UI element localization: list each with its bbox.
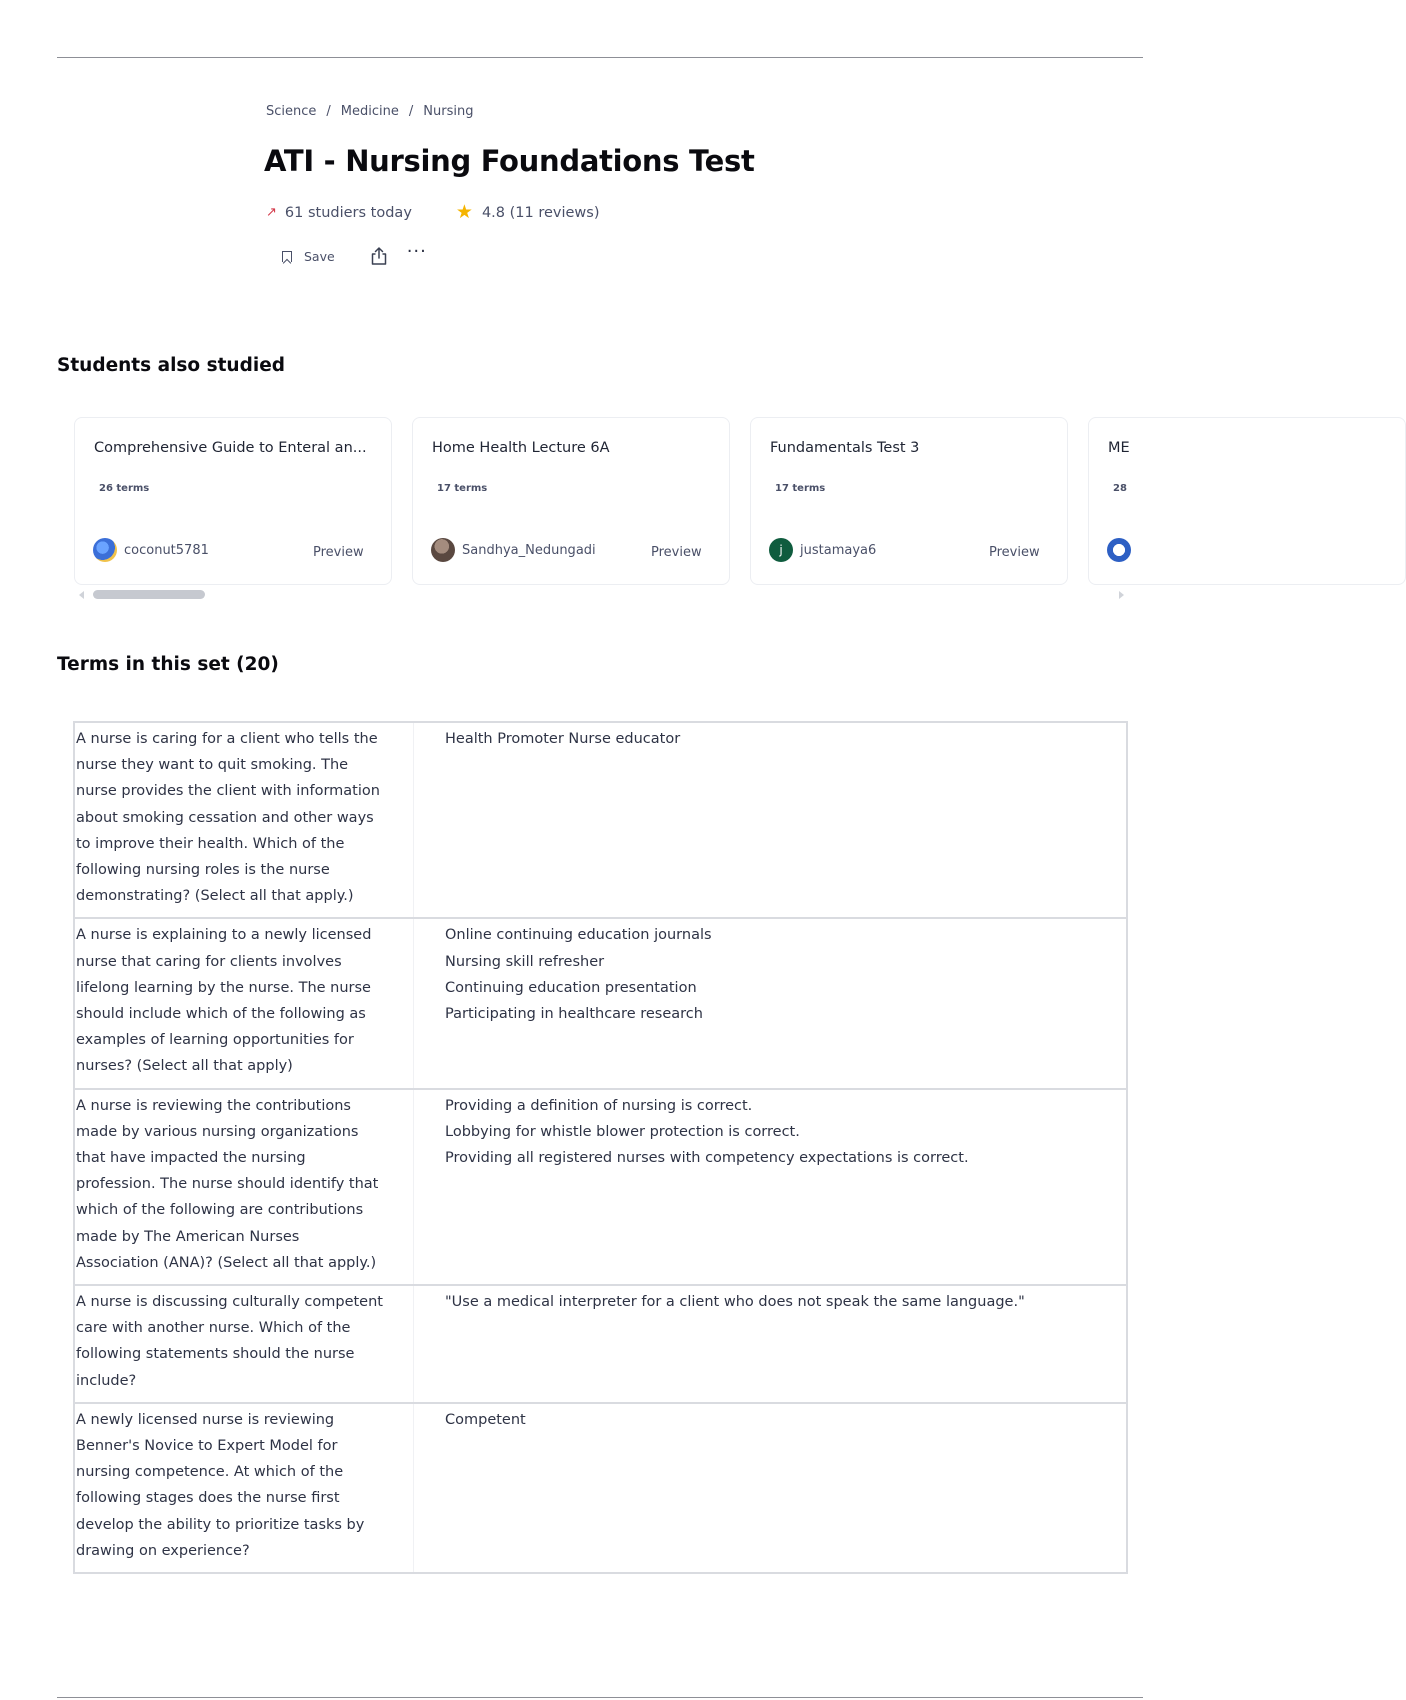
term-line: A newly licensed nurse is reviewing	[76, 1411, 335, 1428]
definition-line: Online continuing education journals	[445, 927, 712, 944]
term-line: Benner's Novice to Expert Model for	[76, 1438, 338, 1455]
term-line: which of the following are contributions	[76, 1202, 364, 1219]
breadcrumb-medicine[interactable]: Medicine	[340, 104, 399, 119]
preview-button[interactable]: Preview	[989, 545, 1040, 560]
card-title: ME	[1108, 440, 1130, 456]
term-text	[74, 1403, 414, 1573]
definition-text	[414, 1403, 1128, 1573]
term-line: following statements should the nurse	[76, 1346, 355, 1363]
also-studied-heading: Students also studied	[57, 355, 285, 376]
term-row	[74, 918, 1127, 1088]
breadcrumb-science[interactable]: Science	[266, 104, 317, 119]
term-line: A nurse is discussing culturally competent	[76, 1294, 383, 1311]
term-line: should include which of the following as	[76, 1006, 366, 1023]
avatar	[93, 538, 117, 562]
term-line: nurse provides the client with information	[76, 783, 380, 800]
scrollbar-thumb[interactable]	[93, 590, 205, 599]
share-icon	[369, 246, 389, 266]
save-label: Save	[304, 248, 335, 264]
term-line: that have impacted the nursing	[76, 1150, 306, 1167]
definition-text	[414, 1089, 1128, 1285]
term-line: Association (ANA)? (Select all that apply.)	[76, 1254, 377, 1271]
set-actions	[282, 241, 427, 266]
term-text	[74, 918, 414, 1088]
bottom-divider	[57, 1697, 1143, 1698]
term-line: about smoking cessation and other ways	[76, 809, 374, 826]
set-stats	[266, 203, 600, 222]
studiers-count: 61 studiers today	[284, 204, 412, 221]
breadcrumb-nursing[interactable]: Nursing	[423, 104, 474, 119]
term-line: A nurse is explaining to a newly licensed	[76, 927, 372, 944]
term-line: made by various nursing organizations	[76, 1123, 359, 1140]
term-line: examples of learning opportunities for	[76, 1032, 354, 1049]
term-text	[74, 722, 414, 918]
definition-line: Providing a definition of nursing is correct.	[445, 1097, 753, 1114]
term-line: made by The American Nurses	[76, 1228, 300, 1245]
card-author[interactable]: coconut5781	[124, 543, 209, 558]
avatar	[1107, 538, 1131, 562]
term-row	[74, 722, 1127, 918]
term-row	[74, 1089, 1127, 1285]
term-row	[74, 1403, 1127, 1573]
star-icon: ★	[455, 201, 473, 223]
card-term-count: 28	[1113, 483, 1127, 494]
bookmark-icon	[282, 251, 292, 262]
study-set-card[interactable]	[74, 417, 392, 585]
term-line: nurse they want to quit smoking. The	[76, 757, 349, 774]
carousel-scrollbar[interactable]	[79, 590, 1124, 599]
card-title: Home Health Lecture 6A	[432, 440, 610, 456]
term-line: nursing competence. At which of the	[76, 1464, 344, 1481]
term-line: nurse that caring for clients involves	[76, 953, 342, 970]
study-set-card[interactable]	[412, 417, 730, 585]
term-line: profession. The nurse should identify that	[76, 1176, 379, 1193]
term-line: include?	[76, 1372, 137, 1389]
term-line: develop the ability to prioritize tasks by	[76, 1516, 365, 1533]
rating[interactable]: 4.8 (11 reviews)	[481, 204, 600, 221]
definition-line: Nursing skill refresher	[445, 953, 605, 970]
term-line: A nurse is reviewing the contributions	[76, 1097, 351, 1114]
page-title: ATI - Nursing Foundations Test	[264, 144, 755, 178]
study-set-card[interactable]	[1088, 417, 1406, 585]
study-set-card[interactable]	[750, 417, 1068, 585]
more-options-icon: ···	[406, 241, 427, 262]
save-button[interactable]	[282, 249, 335, 264]
card-term-count: 26 terms	[99, 483, 150, 494]
breadcrumb	[266, 104, 473, 119]
definition-line: Continuing education presentation	[445, 979, 697, 996]
definition-line: Participating in healthcare research	[445, 1006, 703, 1023]
terms-table	[73, 721, 1128, 1574]
preview-button[interactable]: Preview	[313, 545, 364, 560]
trending-up-icon: ↗	[266, 205, 277, 220]
also-studied-carousel[interactable]	[74, 417, 1130, 589]
card-author[interactable]: Sandhya_Nedungadi	[462, 543, 596, 558]
term-line: demonstrating? (Select all that apply.)	[76, 888, 354, 905]
terms-heading: Terms in this set (20)	[57, 654, 279, 675]
term-line: drawing on experience?	[76, 1542, 250, 1559]
definition-line: Lobbying for whistle blower protection is correct.	[445, 1123, 800, 1140]
term-line: A nurse is caring for a client who tells the	[76, 731, 378, 747]
term-row	[74, 1285, 1127, 1403]
term-text	[74, 1089, 414, 1285]
term-line: following stages does the nurse first	[76, 1490, 340, 1507]
definition-line: "Use a medical interpreter for a client who does not speak the same language."	[445, 1294, 1025, 1311]
term-line: to improve their health. Which of the	[76, 835, 345, 852]
term-line: nurses? (Select all that apply)	[76, 1058, 293, 1075]
term-line: care with another nurse. Which of the	[76, 1320, 351, 1337]
preview-button[interactable]: Preview	[651, 545, 702, 560]
card-title: Fundamentals Test 3	[770, 440, 920, 456]
breadcrumb-separator: /	[326, 104, 331, 119]
card-author[interactable]: justamaya6	[800, 543, 877, 558]
definition-text	[414, 722, 1128, 918]
definition-line: Providing all registered nurses with competency expectations is correct.	[445, 1150, 969, 1167]
avatar: j	[769, 538, 793, 562]
scroll-left-arrow-icon[interactable]	[79, 591, 84, 599]
share-button[interactable]	[369, 246, 389, 266]
definition-text	[414, 918, 1128, 1088]
more-options-button[interactable]	[406, 241, 427, 265]
top-divider	[57, 57, 1143, 58]
term-line: following nursing roles is the nurse	[76, 862, 330, 879]
card-term-count: 17 terms	[437, 483, 488, 494]
term-line: lifelong learning by the nurse. The nurse	[76, 979, 371, 996]
avatar	[431, 538, 455, 562]
definition-line: Health Promoter Nurse educator	[445, 731, 681, 747]
card-term-count: 17 terms	[775, 483, 826, 494]
card-title: Comprehensive Guide to Enteral an...	[94, 440, 367, 456]
term-text	[74, 1285, 414, 1403]
scroll-right-arrow-icon[interactable]	[1119, 591, 1124, 599]
definition-text	[414, 1285, 1128, 1403]
breadcrumb-separator: /	[408, 104, 414, 119]
definition-line: Competent	[445, 1411, 526, 1428]
